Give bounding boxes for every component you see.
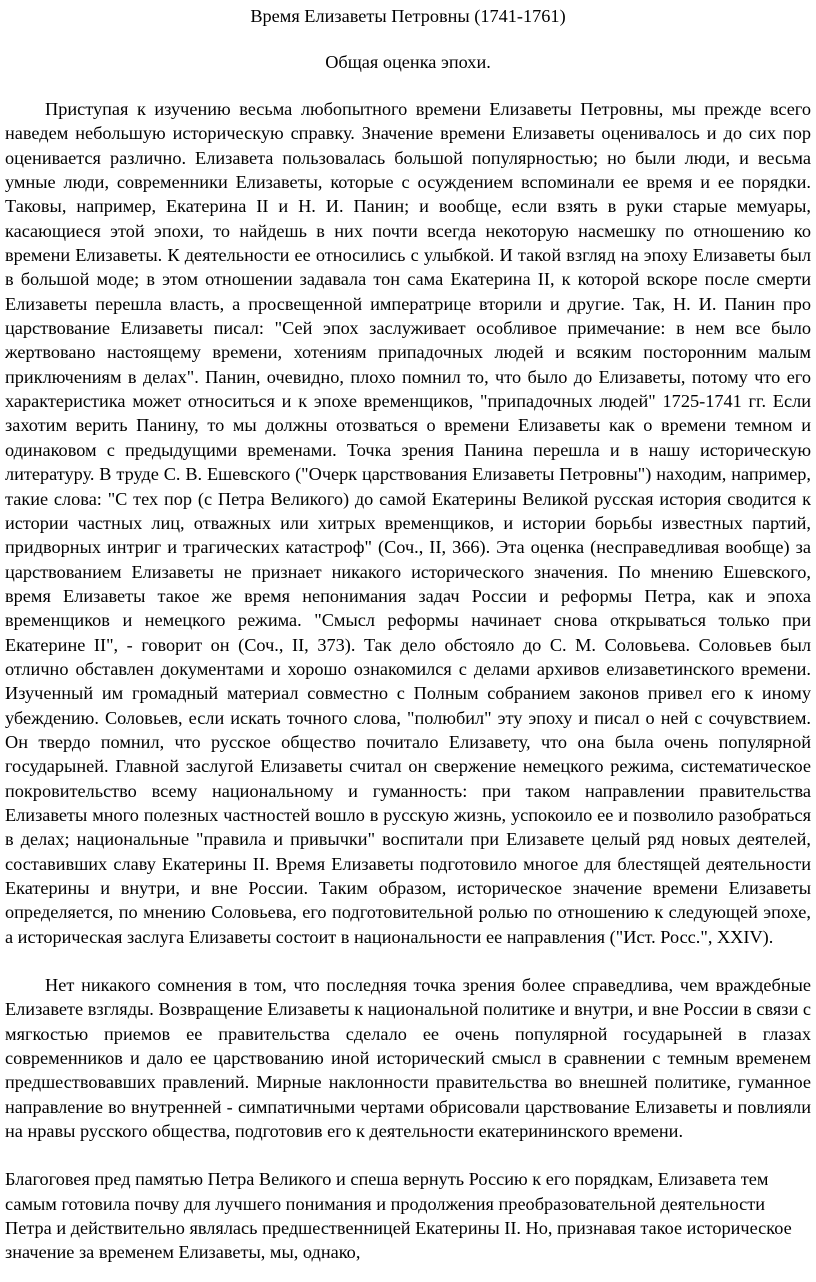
paragraph-conclusion: Благоговея пред памятью Петра Великого и спеша вернуть Россию к его порядкам, Елизавета тем самым готовила почву для лучшего понимания и продолжения преобразовательной деятельности Петра и действительно являлась предшественницей Екатерины II. Но, признавая такое историческое значение за временем Елизаветы, мы, однако, <box>5 1169 792 1263</box>
paragraph-assessment: Нет никакого сомнения в том, что последняя точка зрения более справедлива, чем враждебные Елизавете взгляды. Возвращение Елизаветы к национальной политике и внутри, и вне России в связи с мягкостью приемов ее правительства сделало ее очень популярной государыней в глазах современников и дало ее царствованию иной исторический смысл в сравнении с темным временем предшествовавших правлений. Мирные наклонности правительства во внешней политике, гуманное направление во внутренней - симпатичными чертами обрисовали царствование Елизаветы и повлияли на нравы русского общества, подготовив его к деятельности екатерининского времени. <box>5 975 811 1142</box>
section-subtitle: Общая оценка эпохи. <box>325 52 491 72</box>
paragraph-historiography: Приступая к изучению весьма любопытного времени Елизаветы Петровны, мы прежде всего наведем небольшую историческую справку. Значение времени Елизаветы оценивалось и до сих пор оценивается различно. Елизавета пользовалась большой популярностью; но были люди, и весьма умные люди, современники Елизаветы, которые с осуждением вспоминали ее время и ее порядки. Таковы, например, Екатерина II и Н. И. Панин; и вообще, если взять в руки старые мемуары, касающиеся этой эпохи, то найдешь в них почти всегда некоторую насмешку по отношению ко времени Елизаветы. К деятельности ее относились с улыбкой. И такой взгляд на эпоху Елизаветы был в большой моде; в этом отношении задавала тон сама Екатерина II, к которой вскоре после смерти Елизаветы перешла власть, а просвещенной императрице вторили и другие. Так, Н. И. Панин про царствование Елизаветы писал: "Сей эпох заслуживает особливое примечание: в нем все было жертвовано настоящему времени, хотениям припадочных людей и всяким посторонним малым приключениям в делах". Панин, очевидно, плохо помнил то, что было до Елизаветы, потому что его характеристика может относиться и к эпохе временщиков, "припадочных людей" 1725-1741 гг. Если захотим верить Панину, то мы должны отозваться о времени Елизаветы как о времени темном и одинаковом с предыдущими временами. Точка зрения Панина перешла и в нашу историческую литературу. В труде С. В. Ешевского ("Очерк царствования Елизаветы Петровны") находим, например, такие слова: "С тех пор (с Петра Великого) до самой Екатерины Великой русская история сводится к истории частных лиц, отважных или хитрых временщиков, и истории борьбы известных партий, придворных интриг и трагических катастроф" (Соч., II, 366). Эта оценка (несправедливая вообще) за царствованием Елизаветы не признает никакого исторического значения. По мнению Ешевского, время Елизаветы такое же время непонимания задач России и реформы Петра, как и эпоха временщиков и немецкого режима. "Смысл реформы начинает снова открываться только при Екатерине II", - говорит он (Соч., II, 373). Так дело обстояло до С. М. Соловьева. Соловьев был отлично обставлен документами и хорошо ознакомился с делами архивов елизаветинского времени. Изученный им громадный материал совместно с Полным собранием законов привел его к иному убеждению. Соловьев, если искать точного слова, "полюбил" эту эпоху и писал о ней с сочувствием. Он твердо помнил, что русское общество почитало Елизавету, что она была очень популярной государыней. Главной заслугой Елизаветы считал он свержение немецкого режима, систематическое покровительство всему национальному и гуманность: при таком направлении правительства Елизаветы много полезных частностей вошло в русскую жизнь, успокоило ее и позволило разобраться в делах; национальные "правила и привычки" воспитали при Елизавете целый ряд новых деятелей, составивших славу Екатерины II. Время Елизаветы подготовило многое для блестящей деятельности Екатерины и внутри, и вне России. Таким образом, историческое значение времени Елизаветы определяется, по мнению Соловьева, его подготовительной ролью по отношению к следующей эпохе, а историческая заслуга Елизаветы состоит в национальности ее направления ("Ист. Росс.", XXIV). <box>5 99 811 947</box>
document-title: Время Елизаветы Петровны (1741-1761) <box>250 6 566 26</box>
